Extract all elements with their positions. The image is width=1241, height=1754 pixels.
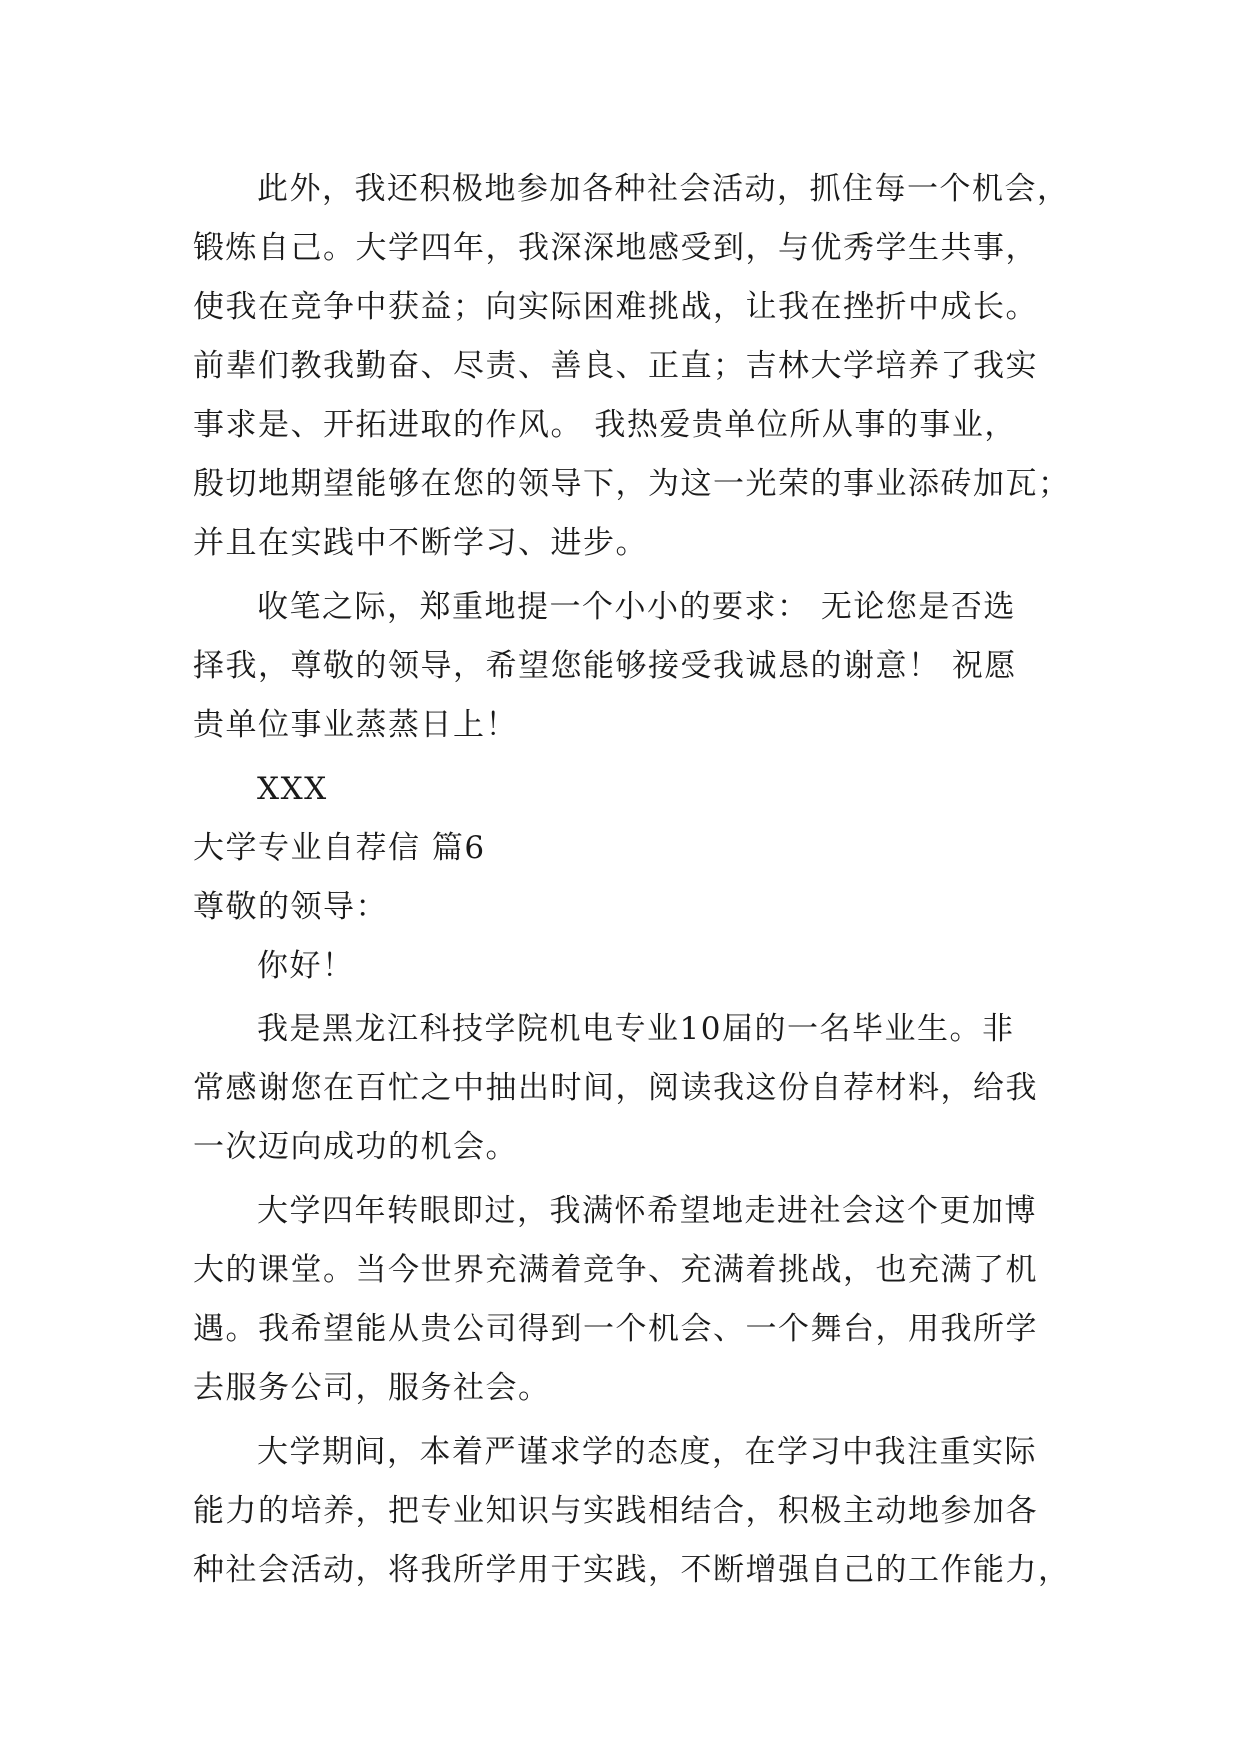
- text-line: 大学期间，本着严谨求学的态度，在学习中我注重实际: [257, 1434, 1037, 1470]
- text-line: 贵单位事业蒸蒸日上！: [193, 707, 518, 743]
- text-line: 一次迈向成功的机会。: [193, 1129, 518, 1165]
- text-line: 去服务公司，服务社会。: [193, 1370, 551, 1406]
- text-line: 大的课堂。当今世界充满着竞争、充满着挑战，也充满了机: [193, 1252, 1038, 1288]
- greeting: 你好！: [257, 948, 355, 984]
- text-line: 种社会活动，将我所学用于实践，不断增强自己的工作能力，: [193, 1552, 1071, 1588]
- text-line: 使我在竞争中获益；向实际困难挑战，让我在挫折中成长。: [193, 289, 1038, 325]
- signature-line: XXX: [257, 771, 328, 807]
- text-line: 锻炼自己。大学四年，我深深地感受到，与优秀学生共事，: [193, 230, 1038, 266]
- section-heading: 大学专业自荐信 篇6: [193, 830, 486, 866]
- text-line: 能力的培养，把专业知识与实践相结合，积极主动地参加各: [193, 1493, 1038, 1529]
- text-line: 殷切地期望能够在您的领导下，为这一光荣的事业添砖加瓦；: [193, 466, 1071, 502]
- text-line: 我是黑龙江科技学院机电专业10届的一名毕业生。非: [257, 1011, 1015, 1047]
- text-line: 遇。我希望能从贵公司得到一个机会、一个舞台，用我所学: [193, 1311, 1038, 1347]
- text-line: 择我，尊敬的领导，希望您能够接受我诚恳的谢意！ 祝愿: [193, 648, 1017, 684]
- salutation: 尊敬的领导：: [193, 889, 388, 925]
- text-line: 常感谢您在百忙之中抽出时间，阅读我这份自荐材料，给我: [193, 1070, 1038, 1106]
- text-line: 大学四年转眼即过，我满怀希望地走进社会这个更加博: [257, 1193, 1037, 1229]
- text-line: 事求是、开拓进取的作风。 我热爱贵单位所从事的事业，: [193, 407, 1017, 443]
- text-line: 此外，我还积极地参加各种社会活动，抓住每一个机会，: [257, 171, 1070, 207]
- text-line: 前辈们教我勤奋、尽责、善良、正直；吉林大学培养了我实: [193, 348, 1038, 384]
- text-line: 并且在实践中不断学习、进步。: [193, 525, 648, 561]
- text-line: 收笔之际，郑重地提一个小小的要求： 无论您是否选: [257, 589, 1016, 625]
